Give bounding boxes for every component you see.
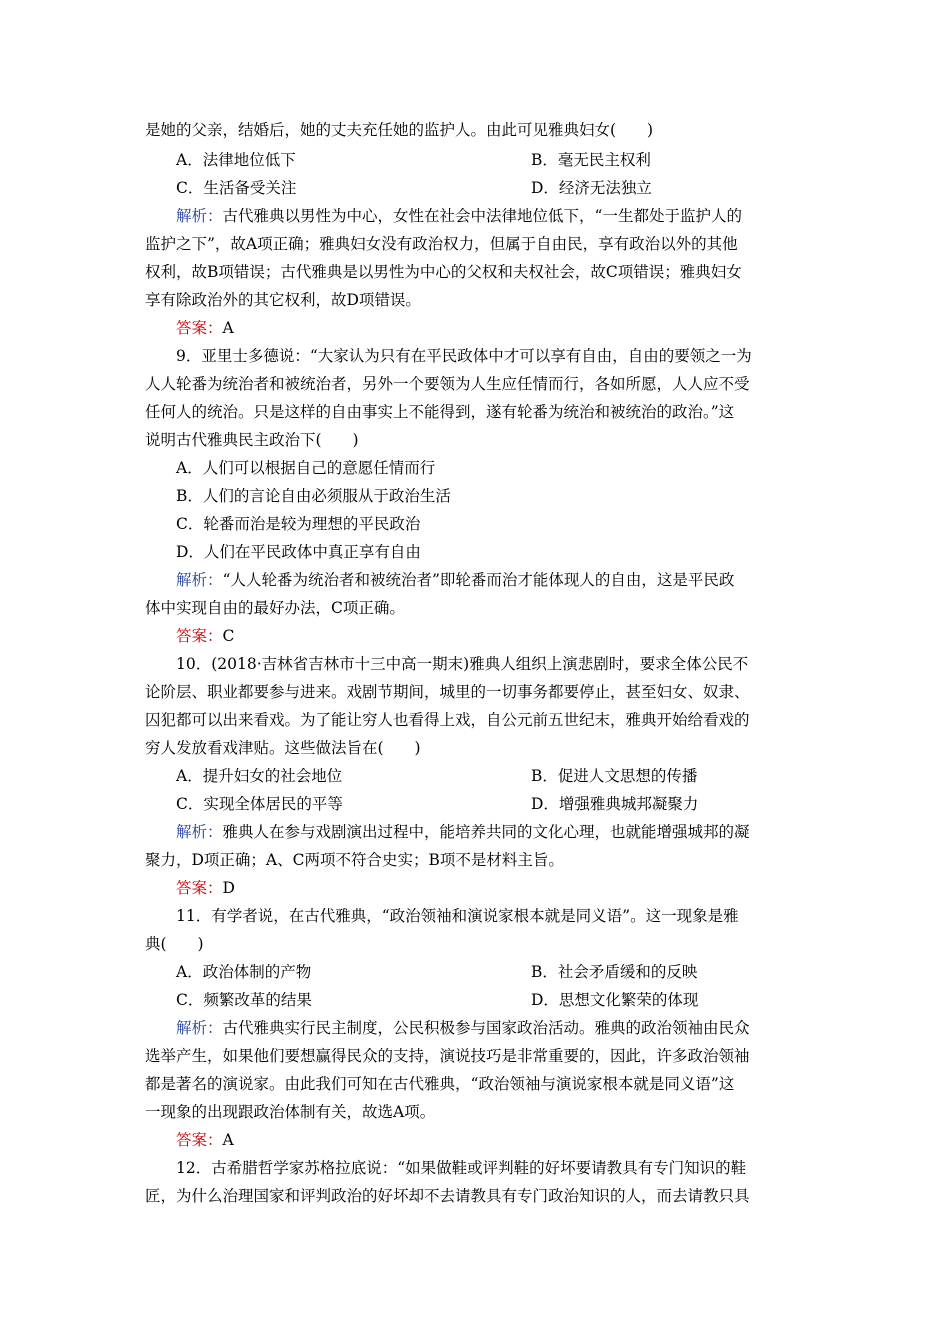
q10-option-b: B．促进人文思想的传播	[531, 767, 698, 785]
q8-option-a: A．法律地位低下	[176, 151, 296, 169]
q8-answer	[176, 318, 810, 338]
q8-analysis-line: 享有除政治外的其它权利，故D项错误。	[145, 291, 421, 309]
q8-option-c: C．生活备受关注	[176, 179, 297, 197]
q12-stem-line: 匠，为什么治理国家和评判政治的好坏却不去请教具有专门政治知识的人，而去请教只具	[145, 1187, 750, 1205]
q11-stem-line: 典( )	[145, 935, 204, 953]
q11-analysis-line	[176, 1018, 810, 1038]
q10-option-d: D．增强雅典城邦凝聚力	[531, 795, 699, 813]
q9-analysis-line: 体中实现自由的最好办法，C项正确。	[145, 599, 405, 617]
q11-option-d: D．思想文化繁荣的体现	[531, 991, 699, 1009]
q10-stem-line: 论阶层、职业都要参与进来。戏剧节期间，城里的一切事务都要停止，甚至妇女、奴隶、	[145, 683, 750, 701]
q11-analysis-line: 都是著名的演说家。由此我们可知在古代雅典，“政治领袖与演说家根本就是同义语”这	[145, 1075, 735, 1093]
q10-option-c: C．实现全体居民的平等	[176, 795, 343, 813]
q11-analysis-text: 古代雅典实行民主制度，公民积极参与国家政治活动。雅典的政治领袖由民众	[222, 1019, 750, 1037]
q12-stem-line: 12．古希腊哲学家苏格拉底说：“如果做鞋或评判鞋的好坏要请教具有专门知识的鞋	[176, 1159, 747, 1177]
q10-analysis-line: 聚力，D项正确；A、C两项不符合史实；B项不是材料主旨。	[145, 851, 564, 869]
q10-stem-line: 穷人发放看戏津贴。这些做法旨在( )	[145, 739, 421, 757]
q11-option-b: B．社会矛盾缓和的反映	[531, 963, 698, 981]
q9-answer	[176, 626, 810, 646]
q10-stem-line: 10．(2018·吉林省吉林市十三中高一期末)雅典人组织上演悲剧时，要求全体公民不	[176, 655, 749, 673]
q11-option-c: C．频繁改革的结果	[176, 991, 312, 1009]
q11-answer	[176, 1130, 810, 1150]
q9-option-d: D．人们在平民政体中真正享有自由	[176, 543, 421, 561]
q10-analysis-line	[176, 822, 810, 842]
analysis-label: 解析：	[176, 823, 223, 841]
q10-answer-value: D	[222, 879, 235, 897]
q10-option-a: A．提升妇女的社会地位	[176, 767, 343, 785]
q9-option-a: A．人们可以根据自己的意愿任情而行	[176, 459, 436, 477]
q9-stem-line: 任何人的统治。只是这样的自由事实上不能得到，遂有轮番为统治和被统治的政治。”这	[145, 403, 735, 421]
q9-analysis-line	[176, 570, 810, 590]
answer-label: 答案：	[176, 627, 223, 645]
q9-option-b: B．人们的言论自由必须服从于政治生活	[176, 487, 451, 505]
q9-analysis-text: “人人轮番为统治者和被统治者”即轮番而治才能体现人的自由，这是平民政	[222, 571, 735, 589]
q8-analysis-line: 权利，故B项错误；古代雅典是以男性为中心的父权和夫权社会，故C项错误；雅典妇女	[145, 263, 742, 281]
q8-option-d: D．经济无法独立	[531, 179, 652, 197]
q9-answer-value: C	[222, 627, 235, 645]
analysis-label: 解析：	[176, 207, 223, 225]
q11-analysis-line: 选举产生，如果他们要想赢得民众的支持，演说技巧是非常重要的，因此，许多政治领袖	[145, 1047, 750, 1065]
q8-analysis-line: 监护之下”，故A项正确；雅典妇女没有政治权力，但属于自由民，享有政治以外的其他	[145, 235, 738, 253]
q10-analysis-text: 雅典人在参与戏剧演出过程中，能培养共同的文化心理，也就能增强城邦的凝	[222, 823, 750, 841]
q10-answer	[176, 878, 810, 898]
q8-stem-tail: 是她的父亲，结婚后，她的丈夫充任她的监护人。由此可见雅典妇女( )	[145, 121, 654, 139]
answer-label: 答案：	[176, 879, 223, 897]
q9-option-c: C．轮番而治是较为理想的平民政治	[176, 515, 421, 533]
analysis-label: 解析：	[176, 571, 223, 589]
q8-analysis-text: 古代雅典以男性为中心，女性在社会中法律地位低下，“一生都处于监护人的	[222, 207, 742, 225]
q10-stem-line: 囚犯都可以出来看戏。为了能让穷人也看得上戏，自公元前五世纪末，雅典开始给看戏的	[145, 711, 750, 729]
q11-analysis-line: 一现象的出现跟政治体制有关，故选A项。	[145, 1103, 436, 1121]
analysis-label: 解析：	[176, 1019, 223, 1037]
answer-label: 答案：	[176, 319, 223, 337]
q8-analysis-line	[176, 206, 810, 226]
q9-stem-line: 说明古代雅典民主政治下( )	[145, 431, 359, 449]
answer-label: 答案：	[176, 1131, 223, 1149]
q11-answer-value: A	[222, 1131, 234, 1149]
q8-answer-value: A	[222, 319, 234, 337]
q11-stem-line: 11．有学者说，在古代雅典，“政治领袖和演说家根本就是同义语”。这一现象是雅	[176, 907, 739, 925]
q11-option-a: A．政治体制的产物	[176, 963, 312, 981]
q8-option-b: B．毫无民主权利	[531, 151, 651, 169]
q9-stem-line: 人人轮番为统治者和被统治者，另外一个要领为人生应任情而行，各如所愿，人人应不受	[145, 375, 750, 393]
q9-stem-line: 9．亚里士多德说：“大家认为只有在平民政体中才可以享有自由，自由的要领之一为	[176, 347, 752, 365]
